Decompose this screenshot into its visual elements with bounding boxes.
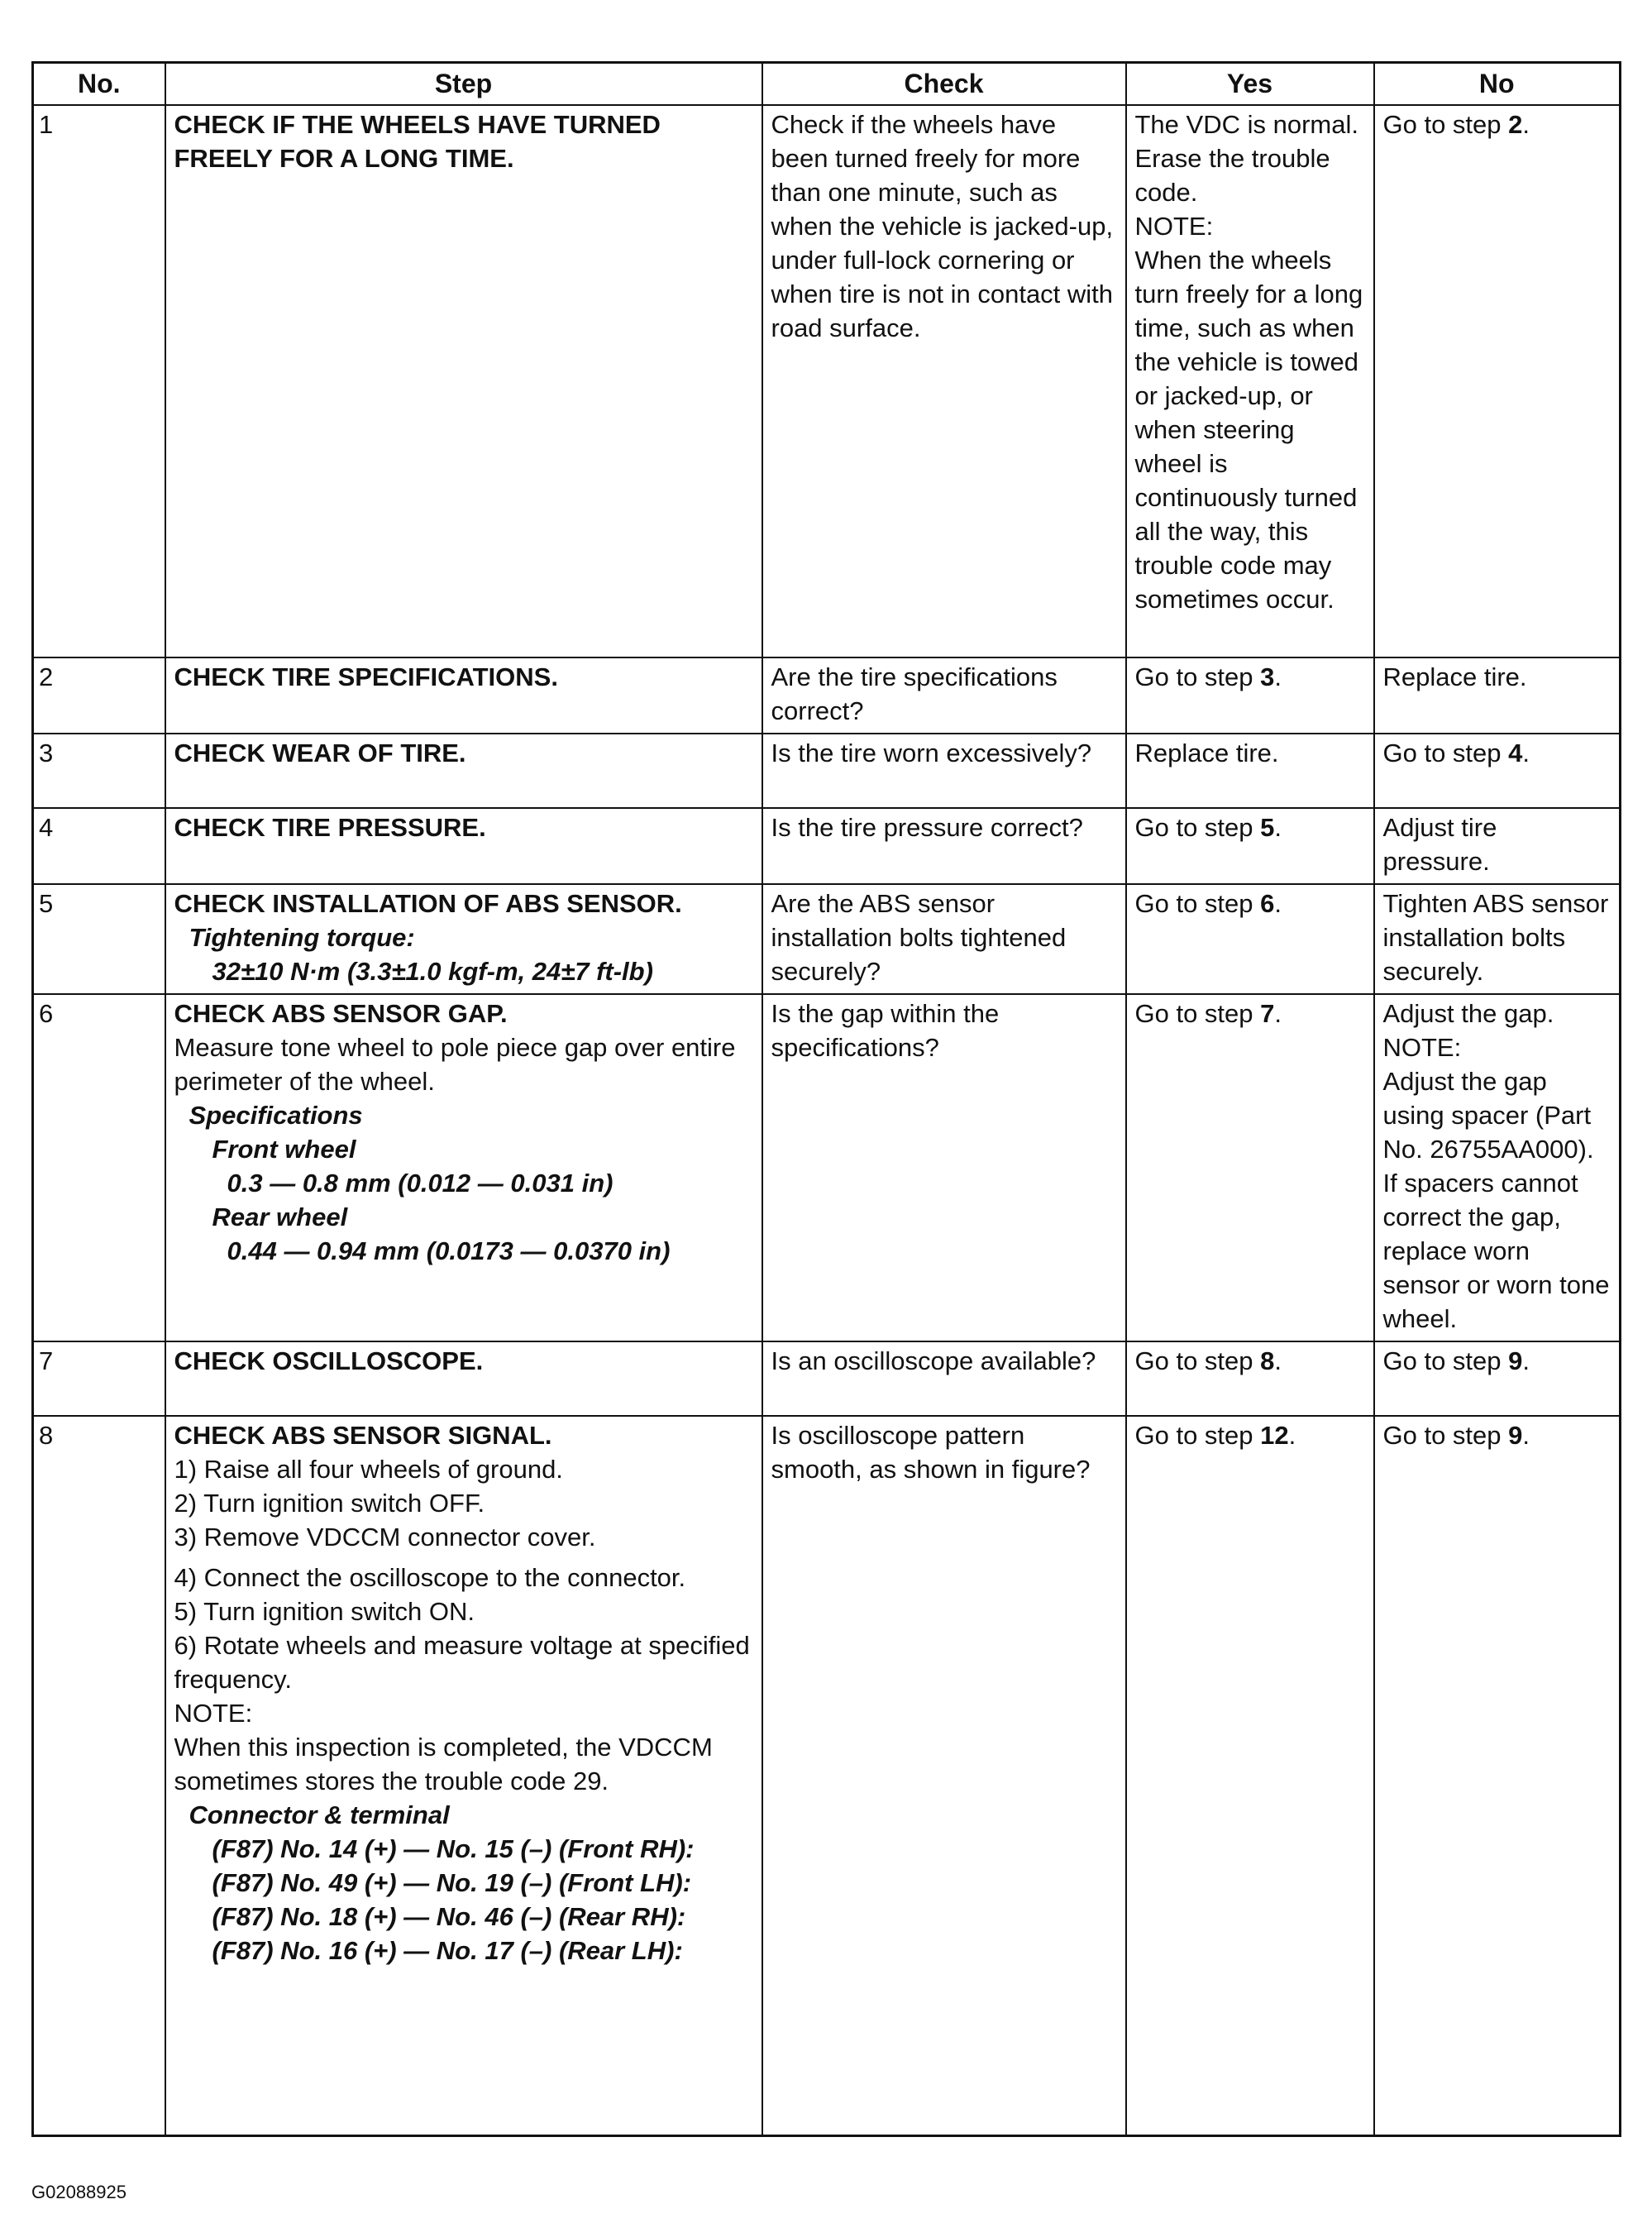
no-prefix: Go to step (1382, 110, 1509, 139)
no-step-link: 9 (1508, 1346, 1523, 1375)
header-yes: Yes (1126, 63, 1374, 106)
yes-suffix: . (1288, 1421, 1296, 1450)
step-title: CHECK TIRE PRESSURE. (174, 813, 486, 842)
check-cell: Is the gap within the specifications? (762, 994, 1126, 1341)
step-title: CHECK WEAR OF TIRE. (174, 739, 466, 767)
yes-cell (1126, 994, 1374, 1341)
check-cell: Is an oscilloscope available? (762, 1341, 1126, 1416)
yes-suffix: . (1274, 662, 1282, 691)
row-number: 2 (33, 657, 165, 734)
step-title: CHECK OSCILLOSCOPE. (174, 1346, 484, 1375)
table-row (33, 105, 1621, 657)
step-cell (165, 734, 762, 808)
table-row (33, 657, 1621, 734)
connector-label: Connector & terminal (189, 1800, 450, 1829)
yes-suffix: . (1274, 1346, 1282, 1375)
no-prefix: Go to step (1382, 739, 1509, 767)
yes-note: When the wheels turn freely for a long time, such as when the vehicle is towed or jacked-up, or when steering wheel is continuously turned all the way, this trouble code may sometimes occur. (1134, 246, 1363, 614)
yes-prefix: Go to step (1134, 999, 1261, 1028)
no-cell: Adjust tire pressure. (1374, 808, 1621, 884)
note-text: When this inspection is completed, the VDCCM sometimes stores the trouble code 29. (174, 1733, 713, 1795)
note-label: NOTE: (174, 1699, 253, 1728)
yes-cell: Replace tire. (1126, 734, 1374, 808)
no-cell: Tighten ABS sensor installation bolts securely. (1374, 884, 1621, 994)
yes-step-link: 8 (1260, 1346, 1275, 1375)
step-cell (165, 884, 762, 994)
no-cell (1374, 734, 1621, 808)
step-title: CHECK ABS SENSOR GAP. (174, 999, 508, 1028)
step-cell (165, 105, 762, 657)
connector-terminal: (F87) No. 14 (+) — No. 15 (–) (Front RH): (212, 1834, 695, 1863)
step-title: CHECK TIRE SPECIFICATIONS. (174, 662, 558, 691)
check-cell: Are the tire specifications correct? (762, 657, 1126, 734)
procedure-step: 4) Connect the oscilloscope to the connector. (174, 1563, 686, 1592)
step-cell (165, 1416, 762, 2135)
yes-step-link: 5 (1260, 813, 1275, 842)
yes-suffix: . (1274, 813, 1282, 842)
procedure-step: 3) Remove VDCCM connector cover. (174, 1523, 596, 1551)
no-prefix: Go to step (1382, 1346, 1509, 1375)
header-step: Step (165, 63, 762, 106)
yes-prefix: Go to step (1134, 889, 1261, 918)
yes-step-link: 7 (1260, 999, 1275, 1028)
no-cell: Replace tire. (1374, 657, 1621, 734)
row-number: 7 (33, 1341, 165, 1416)
header-no-result: No (1374, 63, 1621, 106)
yes-prefix: Go to step (1134, 1421, 1261, 1450)
no-note-label: NOTE: (1382, 1033, 1462, 1062)
table-row (33, 1416, 1621, 2135)
step-body: Measure tone wheel to pole piece gap over entire perimeter of the wheel. (174, 1033, 736, 1096)
no-prefix: Go to step (1382, 1421, 1509, 1450)
step-cell (165, 657, 762, 734)
check-cell: Check if the wheels have been turned freely for more than one minute, such as when the vehicle is jacked-up, under full-lock cornering or when tire is not in contact with road surface. (762, 105, 1126, 657)
step-title: CHECK INSTALLATION OF ABS SENSOR. (174, 889, 682, 918)
yes-text: The VDC is normal. Erase the trouble code. (1134, 110, 1358, 207)
front-wheel-label: Front wheel (212, 1135, 356, 1164)
step-cell (165, 994, 762, 1341)
row-number: 8 (33, 1416, 165, 2135)
header-no: No. (33, 63, 165, 106)
procedure-step: 5) Turn ignition switch ON. (174, 1597, 475, 1626)
yes-step-link: 6 (1260, 889, 1275, 918)
yes-step-link: 12 (1260, 1421, 1289, 1450)
check-cell: Are the ABS sensor installation bolts tightened securely? (762, 884, 1126, 994)
step-title: CHECK ABS SENSOR SIGNAL. (174, 1421, 552, 1450)
no-step-link: 9 (1508, 1421, 1523, 1450)
no-cell (1374, 1341, 1621, 1416)
yes-cell (1126, 1341, 1374, 1416)
document-page (31, 61, 1619, 2137)
yes-note-label: NOTE: (1134, 212, 1214, 241)
no-step-link: 4 (1508, 739, 1523, 767)
yes-prefix: Go to step (1134, 1346, 1261, 1375)
yes-suffix: . (1274, 999, 1282, 1028)
procedure-step: 2) Turn ignition switch OFF. (174, 1489, 485, 1518)
yes-cell (1126, 657, 1374, 734)
yes-cell (1126, 1416, 1374, 2135)
figure-id: G02088925 (31, 2182, 127, 2202)
row-number: 4 (33, 808, 165, 884)
yes-suffix: . (1274, 889, 1282, 918)
rear-wheel-label: Rear wheel (212, 1202, 348, 1231)
connector-terminal: (F87) No. 49 (+) — No. 19 (–) (Front LH): (212, 1868, 692, 1897)
step-cell (165, 1341, 762, 1416)
no-cell (1374, 994, 1621, 1341)
diagnostic-table (31, 61, 1621, 2137)
no-cell (1374, 105, 1621, 657)
connector-terminal: (F87) No. 16 (+) — No. 17 (–) (Rear LH): (212, 1936, 683, 1965)
no-suffix: . (1522, 1421, 1530, 1450)
no-suffix: . (1522, 110, 1530, 139)
table-row (33, 884, 1621, 994)
no-suffix: . (1522, 1346, 1530, 1375)
procedure-step: 6) Rotate wheels and measure voltage at specified frequency. (174, 1631, 750, 1694)
table-row (33, 1341, 1621, 1416)
check-cell: Is the tire pressure correct? (762, 808, 1126, 884)
procedure-step: 1) Raise all four wheels of ground. (174, 1455, 563, 1484)
spec-label: Specifications (189, 1101, 363, 1130)
yes-step-link: 3 (1260, 662, 1275, 691)
table-row (33, 808, 1621, 884)
no-step-link: 2 (1508, 110, 1523, 139)
yes-cell (1126, 808, 1374, 884)
yes-prefix: Go to step (1134, 813, 1261, 842)
yes-cell (1126, 105, 1374, 657)
check-cell: Is the tire worn excessively? (762, 734, 1126, 808)
no-text: Adjust the gap. (1382, 999, 1554, 1028)
spec-label: Tightening torque: (189, 923, 415, 952)
no-note: Adjust the gap using spacer (Part No. 26755AA000). If spacers cannot correct the gap, replace worn sensor or worn tone wheel. (1382, 1067, 1610, 1333)
table-row (33, 994, 1621, 1341)
row-number: 1 (33, 105, 165, 657)
row-number: 5 (33, 884, 165, 994)
header-check: Check (762, 63, 1126, 106)
step-title: CHECK IF THE WHEELS HAVE TURNED FREELY FOR A LONG TIME. (174, 110, 661, 173)
rear-wheel-value: 0.44 — 0.94 mm (0.0173 — 0.0370 in) (227, 1236, 671, 1265)
row-number: 3 (33, 734, 165, 808)
no-suffix: . (1522, 739, 1530, 767)
yes-cell (1126, 884, 1374, 994)
connector-terminal: (F87) No. 18 (+) — No. 46 (–) (Rear RH): (212, 1902, 686, 1931)
yes-prefix: Go to step (1134, 662, 1261, 691)
row-number: 6 (33, 994, 165, 1341)
table-row (33, 734, 1621, 808)
step-cell (165, 808, 762, 884)
front-wheel-value: 0.3 — 0.8 mm (0.012 — 0.031 in) (227, 1169, 614, 1198)
header-row (33, 63, 1621, 106)
check-cell: Is oscilloscope pattern smooth, as shown in figure? (762, 1416, 1126, 2135)
spec-value: 32±10 N·m (3.3±1.0 kgf-m, 24±7 ft-lb) (212, 957, 653, 986)
no-cell (1374, 1416, 1621, 2135)
